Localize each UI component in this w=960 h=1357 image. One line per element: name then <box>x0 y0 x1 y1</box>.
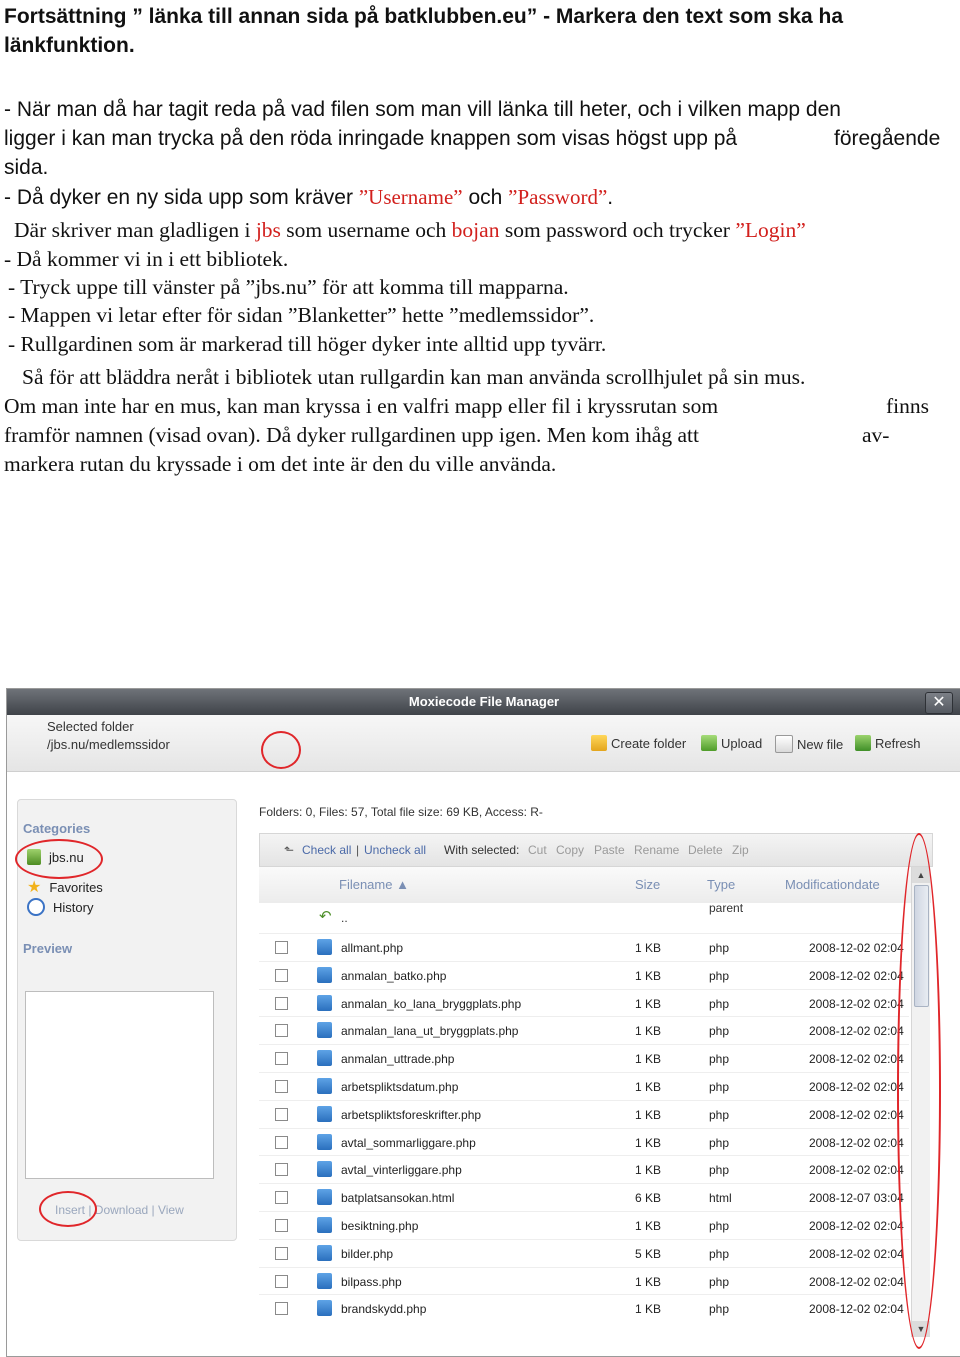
paragraph-line: Om man inte har en mus, kan man kryssa i en valfri mapp eller fil i kryssrutan som <box>4 394 719 418</box>
cut-link[interactable]: Cut <box>528 843 547 857</box>
file-name[interactable]: anmalan_uttrade.php <box>341 1052 455 1067</box>
up-folder-icon: ↶ <box>319 908 332 925</box>
row-checkbox[interactable] <box>275 1136 288 1149</box>
file-size: 1 KB <box>635 1080 662 1094</box>
file-size: 1 KB <box>635 1135 662 1150</box>
column-type[interactable]: Type <box>707 877 736 892</box>
file-icon <box>317 967 332 983</box>
red-circle-annotation <box>15 839 103 879</box>
file-name[interactable]: arbetspliktsdatum.php <box>341 1080 459 1094</box>
document-heading: Fortsättning ” länka till annan sida på batklubben.eu” - Markera den text som ska ha länkfunktion. <box>4 5 844 57</box>
red-circle-annotation <box>39 1191 97 1227</box>
file-icon <box>317 1078 332 1094</box>
paragraph-line: - Tryck uppe till vänster på ”jbs.nu” för att komma till mapparna. <box>8 275 569 299</box>
file-date: 2008-12-02 02:04 <box>809 968 904 983</box>
paragraph-login: Där skriver man gladligen i jbs som username och bojan som password och trycker ”Login” <box>14 218 806 242</box>
parent-type: parent <box>709 901 744 915</box>
row-checkbox[interactable] <box>275 997 288 1010</box>
file-date: 2008-12-02 02:04 <box>809 1024 904 1039</box>
separator: | <box>356 843 360 857</box>
bojan-highlight: bojan <box>451 218 500 242</box>
file-row[interactable] <box>259 1128 909 1157</box>
file-type: php <box>709 1219 730 1233</box>
file-icon <box>317 1106 332 1122</box>
paragraph-line-end: föregående <box>834 127 941 150</box>
with-selected-label: With selected: <box>444 843 520 857</box>
file-name[interactable]: avtal_vinterliggare.php <box>341 1163 462 1178</box>
folder-plus-icon <box>591 735 607 751</box>
red-circle-annotation <box>261 731 301 769</box>
file-manager-window <box>6 688 960 1357</box>
file-date: 2008-12-02 02:04 <box>809 1246 904 1261</box>
file-size: 1 KB <box>635 1052 662 1067</box>
file-row[interactable] <box>259 1016 909 1045</box>
file-row[interactable] <box>259 933 909 962</box>
new-file-button[interactable]: New file <box>775 735 843 753</box>
window-title: Moxiecode File Manager <box>7 689 960 715</box>
star-icon: ★ <box>27 879 42 896</box>
file-name[interactable]: anmalan_lana_ut_bryggplats.php <box>341 1024 519 1039</box>
row-checkbox[interactable] <box>275 941 288 954</box>
file-date: 2008-12-02 02:04 <box>809 996 904 1011</box>
paragraph-username-password: - Då dyker en ny sida upp som kräver ”Username” och ”Password”. <box>4 185 614 209</box>
paragraph-line: - Mappen vi letar efter för sidan ”Blanketter” hette ”medlemssidor”. <box>8 303 595 327</box>
file-icon <box>317 1273 332 1289</box>
file-row[interactable] <box>259 1183 909 1212</box>
file-size: 1 KB <box>635 1024 662 1039</box>
file-row[interactable] <box>259 1044 909 1073</box>
column-filename[interactable]: Filename ▲ <box>339 877 409 892</box>
file-date: 2008-12-02 02:04 <box>809 1052 904 1067</box>
zip-link[interactable]: Zip <box>732 843 749 857</box>
file-name[interactable]: besiktning.php <box>341 1219 419 1233</box>
file-row[interactable] <box>259 1294 909 1323</box>
file-icon <box>317 1022 332 1038</box>
file-row[interactable] <box>259 1239 909 1268</box>
file-type: php <box>709 1107 730 1122</box>
file-name[interactable]: anmalan_ko_lana_bryggplats.php <box>341 996 522 1011</box>
file-type: php <box>709 941 730 955</box>
file-icon <box>317 1300 332 1316</box>
file-date: 2008-12-02 02:04 <box>809 1163 904 1178</box>
file-icon <box>317 1245 332 1261</box>
file-size: 1 KB <box>635 941 662 955</box>
file-name[interactable]: bilpass.php <box>341 1274 402 1289</box>
password-highlight: ”Password” <box>508 185 608 209</box>
file-list-header <box>259 867 931 903</box>
file-type: php <box>709 1024 730 1039</box>
insert-download-view-links[interactable]: Insert | Download | View <box>55 1203 184 1217</box>
clock-icon <box>27 898 45 916</box>
row-checkbox[interactable] <box>275 1247 288 1260</box>
preview-box <box>25 991 214 1179</box>
file-date: 2008-12-02 02:04 <box>809 1135 904 1150</box>
status-text: Folders: 0, Files: 57, Total file size: 69 KB, Access: R- <box>259 805 543 819</box>
file-name[interactable]: brandskydd.php <box>341 1302 427 1317</box>
file-date: 2008-12-02 02:04 <box>809 1274 904 1289</box>
rename-link[interactable]: Rename <box>634 843 680 857</box>
category-jbs-nu[interactable]: jbs.nu <box>27 849 84 865</box>
copy-link[interactable]: Copy <box>556 843 585 857</box>
row-checkbox[interactable] <box>275 1302 288 1315</box>
file-row[interactable] <box>259 1155 909 1184</box>
row-checkbox[interactable] <box>275 1191 288 1204</box>
file-size: 1 KB <box>635 1163 662 1178</box>
file-type: php <box>709 1302 730 1317</box>
jbs-highlight: jbs <box>255 218 281 242</box>
file-size: 1 KB <box>635 1219 662 1233</box>
row-checkbox[interactable] <box>275 1080 288 1093</box>
refresh-button[interactable]: Refresh <box>855 735 921 751</box>
paragraph-line: markera rutan du kryssade i om det inte är den du ville använda. <box>4 452 557 476</box>
file-row[interactable] <box>259 961 909 990</box>
username-highlight: ”Username” <box>358 185 463 209</box>
file-row[interactable] <box>259 1211 909 1240</box>
file-row[interactable] <box>259 1100 909 1129</box>
file-icon <box>317 1050 332 1066</box>
file-name[interactable]: batplatsansokan.html <box>341 1191 455 1206</box>
paragraph-line: Så för att bläddra neråt i bibliotek utan rullgardin kan man använda scrollhjulet på sin mus. <box>22 365 806 389</box>
file-icon <box>317 995 332 1011</box>
file-date: 2008-12-02 02:04 <box>809 1080 904 1094</box>
red-circle-annotation <box>897 833 941 1349</box>
file-row[interactable] <box>259 1072 909 1101</box>
scroll-up-icon[interactable]: ▲ <box>912 867 930 883</box>
file-type: php <box>709 1052 730 1067</box>
uncheck-all-link[interactable]: Uncheck all <box>364 843 427 857</box>
row-checkbox[interactable] <box>275 1275 288 1288</box>
paragraph-line: - Då kommer vi in i ett bibliotek. <box>4 247 289 271</box>
file-type: php <box>709 1080 730 1094</box>
upload-button[interactable]: Upload <box>701 735 762 751</box>
parent-folder-row[interactable]: ↶ .. parent <box>319 901 744 925</box>
scroll-down-icon[interactable]: ▼ <box>912 1321 930 1337</box>
paragraph-line: framför namnen (visad ovan). Då dyker rullgardinen upp igen. Men kom ihåg att <box>4 423 699 447</box>
row-checkbox[interactable] <box>275 1024 288 1037</box>
file-type: php <box>709 996 730 1011</box>
file-type: php <box>709 1135 730 1150</box>
arrow-up-left-icon: ⬑ <box>284 843 295 857</box>
file-date: 2008-12-02 02:04 <box>809 1302 904 1317</box>
file-date: 2008-12-02 02:04 <box>809 1219 904 1233</box>
row-checkbox[interactable] <box>275 1052 288 1065</box>
file-row[interactable] <box>259 1267 909 1296</box>
file-type: html <box>709 1191 732 1206</box>
file-size: 1 KB <box>635 1302 662 1317</box>
column-size[interactable]: Size <box>635 877 661 892</box>
file-name[interactable]: anmalan_batko.php <box>341 968 447 983</box>
categories-title: Categories <box>23 821 91 836</box>
paragraph-line: ligger i kan man trycka på den röda inringade knappen som visas högst upp på <box>4 127 738 150</box>
check-all-link[interactable]: Check all <box>302 843 352 857</box>
file-type: php <box>709 1274 730 1289</box>
file-size: 1 KB <box>635 1107 662 1122</box>
selected-folder-label: Selected folder <box>47 719 134 734</box>
selected-folder-path: /jbs.nu/medlemssidor <box>47 737 170 752</box>
file-row[interactable] <box>259 989 909 1018</box>
file-type: php <box>709 1246 730 1261</box>
file-size: 1 KB <box>635 968 662 983</box>
paragraph-line-end: finns <box>886 394 929 418</box>
refresh-icon <box>855 735 871 751</box>
file-date: 2008-12-07 03:04 <box>809 1191 904 1206</box>
file-date: 2008-12-02 02:04 <box>809 941 904 955</box>
file-type: php <box>709 968 730 983</box>
category-history[interactable]: History <box>27 898 93 916</box>
upload-icon <box>701 735 717 751</box>
file-size: 1 KB <box>635 1274 662 1289</box>
create-folder-button[interactable]: Create folder <box>591 735 686 751</box>
file-icon <box>317 1134 332 1150</box>
action-bar <box>259 833 933 867</box>
paste-link[interactable]: Paste <box>594 843 625 857</box>
file-name[interactable]: arbetspliktsforeskrifter.php <box>341 1107 482 1122</box>
file-size: 1 KB <box>635 996 662 1011</box>
paragraph-line: - När man då har tagit reda på vad filen som man vill länka till heter, och i vilken mapp den <box>4 98 841 121</box>
file-name[interactable]: bilder.php <box>341 1246 394 1261</box>
delete-link[interactable]: Delete <box>688 843 723 857</box>
file-type: php <box>709 1163 730 1178</box>
close-icon[interactable]: ✕ <box>925 692 953 714</box>
file-icon <box>317 1217 332 1233</box>
login-highlight: ”Login” <box>735 218 806 242</box>
file-date: 2008-12-02 02:04 <box>809 1107 904 1122</box>
file-size: 6 KB <box>635 1191 662 1206</box>
row-checkbox[interactable] <box>275 1108 288 1121</box>
paragraph-line: sida. <box>4 156 49 179</box>
file-icon <box>317 1161 332 1177</box>
preview-title: Preview <box>23 941 73 956</box>
row-checkbox[interactable] <box>275 969 288 982</box>
file-name[interactable]: allmant.php <box>341 941 404 955</box>
row-checkbox[interactable] <box>275 1163 288 1176</box>
column-modified[interactable]: Modificationdate <box>785 877 880 892</box>
row-checkbox[interactable] <box>275 1219 288 1232</box>
file-name[interactable]: avtal_sommarliggare.php <box>341 1135 476 1150</box>
file-icon <box>317 939 332 955</box>
file-icon <box>317 1189 332 1205</box>
paragraph-line-end: av- <box>862 423 890 447</box>
paragraph-line: - Rullgardinen som är markerad till höger dyker inte alltid upp tyvärr. <box>8 332 607 356</box>
file-size: 5 KB <box>635 1246 662 1261</box>
new-file-icon <box>775 735 793 753</box>
category-favorites[interactable]: ★ Favorites <box>27 879 103 896</box>
